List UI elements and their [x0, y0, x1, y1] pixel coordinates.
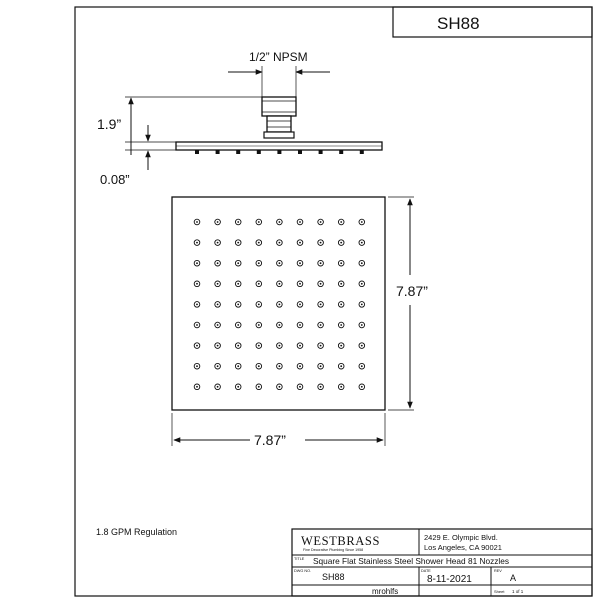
plate-thickness-label: 0.08”: [100, 172, 130, 187]
nozzle-center: [196, 386, 198, 388]
side-nozzle: [339, 150, 343, 154]
rev-value: A: [510, 573, 517, 583]
nozzle-center: [320, 345, 322, 347]
side-nozzle: [319, 150, 323, 154]
nozzle-center: [217, 283, 219, 285]
nozzle-center: [340, 365, 342, 367]
nozzle-center: [299, 365, 301, 367]
nozzle-center: [340, 304, 342, 306]
nozzle-center: [196, 365, 198, 367]
shower-face: [172, 197, 385, 410]
nozzle-center: [217, 262, 219, 264]
nozzle-center: [196, 262, 198, 264]
nozzle-center: [279, 324, 281, 326]
thread-size-label: 1/2” NPSM: [249, 50, 308, 64]
nozzle-center: [299, 262, 301, 264]
nozzle-center: [320, 304, 322, 306]
nozzle-center: [320, 262, 322, 264]
nozzle-center: [237, 365, 239, 367]
nozzle-center: [361, 242, 363, 244]
nozzle-center: [258, 304, 260, 306]
nozzle-center: [299, 386, 301, 388]
nozzle-center: [361, 221, 363, 223]
nozzle-center: [299, 345, 301, 347]
sheet-field-label: Sheet: [494, 589, 505, 594]
nozzle-center: [217, 345, 219, 347]
arm-nut: [262, 97, 296, 116]
nozzle-center: [279, 365, 281, 367]
nozzle-center: [217, 221, 219, 223]
nozzle-center: [320, 386, 322, 388]
nozzle-center: [340, 221, 342, 223]
title-field-label: TITLE: [294, 557, 305, 561]
nozzle-center: [320, 283, 322, 285]
nozzle-center: [279, 304, 281, 306]
nozzle-center: [361, 386, 363, 388]
nozzle-center: [279, 221, 281, 223]
nozzle-center: [361, 345, 363, 347]
nozzle-center: [258, 345, 260, 347]
nozzle-center: [320, 242, 322, 244]
nozzle-center: [237, 345, 239, 347]
side-nozzle: [360, 150, 364, 154]
dwg-no-field-label: DWG NO.: [294, 569, 312, 573]
nozzle-center: [196, 221, 198, 223]
nozzle-center: [361, 262, 363, 264]
nozzle-center: [361, 324, 363, 326]
arm-body: [267, 116, 291, 132]
nozzle-center: [299, 242, 301, 244]
nozzle-center: [237, 304, 239, 306]
face-width-label: 7.87”: [254, 432, 286, 448]
drawing-number-label: SH88: [437, 14, 480, 33]
side-nozzle: [216, 150, 220, 154]
nozzle-center: [279, 262, 281, 264]
nozzle-center: [258, 242, 260, 244]
nozzle-center: [299, 221, 301, 223]
nozzle-center: [279, 283, 281, 285]
nozzle-center: [340, 324, 342, 326]
drawing-number-box: [393, 7, 592, 37]
drawn-by-value: mrohlfs: [372, 587, 399, 596]
nozzle-center: [320, 221, 322, 223]
rev-field-label: REV: [494, 569, 502, 573]
nozzle-center: [258, 324, 260, 326]
nozzle-center: [237, 283, 239, 285]
nozzle-center: [361, 283, 363, 285]
nozzle-center: [258, 283, 260, 285]
nozzle-center: [196, 283, 198, 285]
nozzle-center: [340, 283, 342, 285]
nozzle-center: [217, 365, 219, 367]
nozzle-center: [279, 242, 281, 244]
nozzle-center: [340, 345, 342, 347]
date-field-label: DATE: [421, 569, 431, 573]
face-height-label: 7.87”: [396, 283, 428, 299]
side-view: [97, 50, 382, 187]
address-line-2: Los Angeles, CA 90021: [424, 543, 502, 552]
nozzle-center: [258, 365, 260, 367]
arm-height-label: 1.9”: [97, 116, 122, 132]
nozzle-center: [299, 324, 301, 326]
nozzle-center: [320, 365, 322, 367]
nozzle-center: [258, 386, 260, 388]
brand-name: WESTBRASS: [301, 534, 381, 548]
side-nozzle: [277, 150, 281, 154]
sheet-value: 1 of 1: [512, 589, 524, 594]
nozzle-center: [217, 304, 219, 306]
brand-tagline: Fine Decorative Plumbing Since 1958: [303, 548, 364, 552]
nozzle-center: [258, 262, 260, 264]
side-nozzle: [298, 150, 302, 154]
title-block: [292, 529, 592, 596]
nozzle-center: [237, 324, 239, 326]
nozzle-center: [279, 345, 281, 347]
nozzle-center: [361, 304, 363, 306]
nozzle-center: [361, 365, 363, 367]
nozzle-center: [196, 345, 198, 347]
nozzle-center: [217, 324, 219, 326]
nozzle-center: [299, 304, 301, 306]
nozzle-center: [217, 386, 219, 388]
dwg-no-value: SH88: [322, 572, 345, 582]
nozzle-center: [279, 386, 281, 388]
flow-rate-note: 1.8 GPM Regulation: [96, 527, 178, 537]
side-nozzle: [236, 150, 240, 154]
nozzle-center: [237, 242, 239, 244]
address-line-1: 2429 E. Olympic Blvd.: [424, 533, 498, 542]
side-nozzle: [195, 150, 199, 154]
nozzle-center: [237, 221, 239, 223]
nozzle-center: [340, 386, 342, 388]
nozzle-center: [237, 262, 239, 264]
nozzle-center: [196, 304, 198, 306]
nozzle-center: [217, 242, 219, 244]
date-value: 8-11-2021: [427, 574, 472, 585]
drawing-title: Square Flat Stainless Steel Shower Head 81 Nozzles: [313, 556, 510, 566]
arm-base: [264, 132, 294, 138]
nozzle-center: [258, 221, 260, 223]
nozzle-center: [320, 324, 322, 326]
nozzle-center: [196, 242, 198, 244]
nozzle-center: [237, 386, 239, 388]
front-view: [172, 197, 428, 448]
nozzle-center: [299, 283, 301, 285]
nozzle-center: [340, 262, 342, 264]
side-nozzle: [257, 150, 261, 154]
nozzle-center: [340, 242, 342, 244]
nozzle-center: [196, 324, 198, 326]
